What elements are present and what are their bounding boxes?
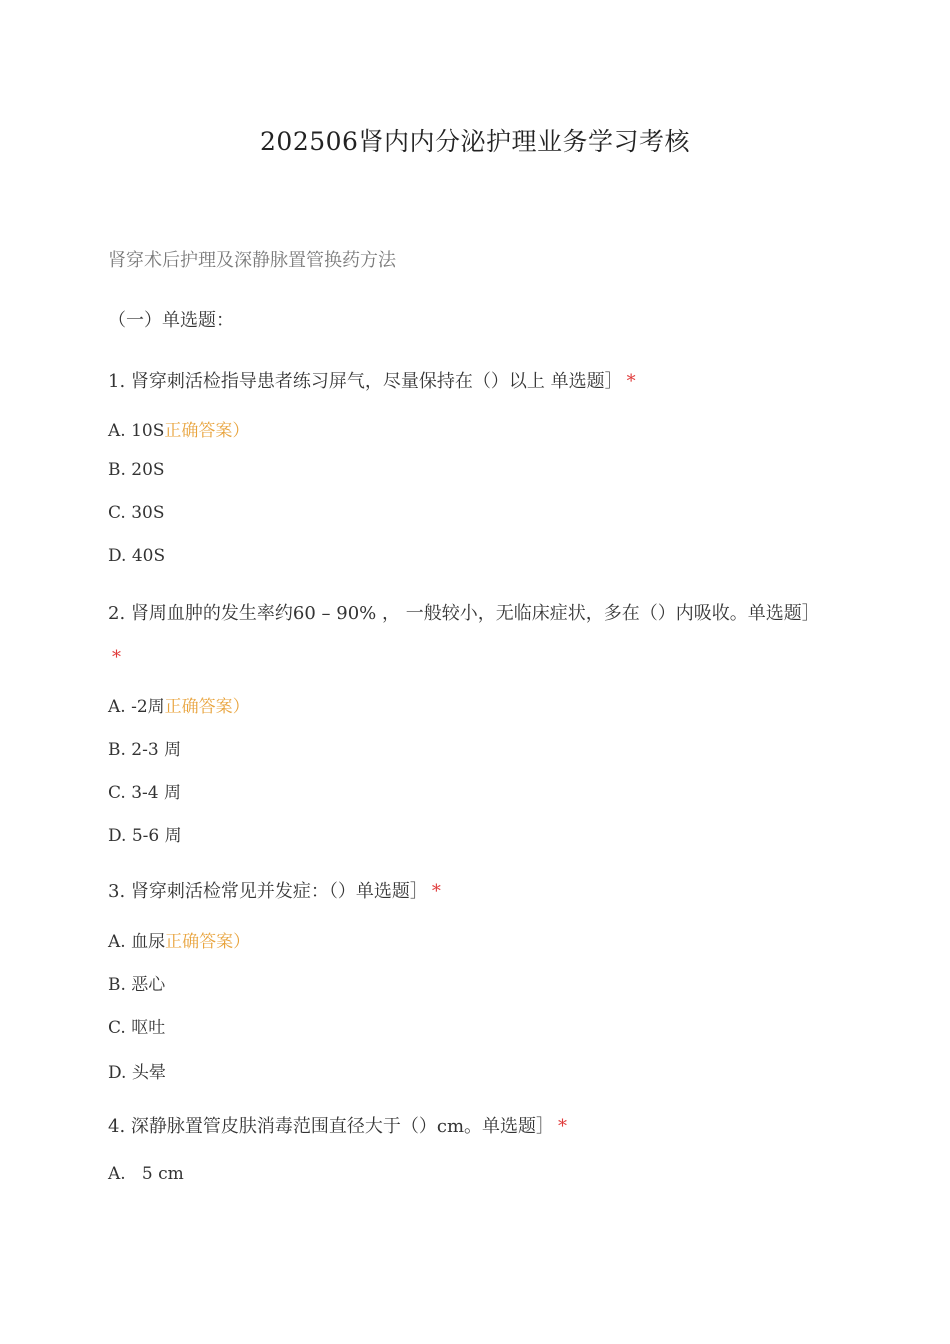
option-label: A. 血尿 [108,932,166,952]
option-label: A. -2周 [108,697,165,717]
question-1 [108,360,828,404]
option-3d[interactable] [108,1058,166,1083]
option-3b[interactable] [108,970,165,995]
question-text: 1. 肾穿刺活检指导患者练习屏气，尽量保持在（）以上 单选题］ [108,371,623,392]
option-1b[interactable] [108,460,165,480]
required-mark: * [558,1116,568,1137]
required-mark: * [626,371,636,392]
option-label: B. 恶心 [108,975,166,995]
option-2c[interactable] [108,778,181,803]
option-label: D. 头晕 [108,1063,166,1083]
question-2 [108,592,828,680]
section-heading: （一）单选题： [108,310,234,331]
option-3a[interactable] [108,927,250,952]
option-label: A. 10S [108,421,165,441]
correct-answer-tag: 正确答案） [165,932,251,952]
option-label: C. 呕吐 [108,1018,166,1038]
question-4 [108,1105,828,1149]
option-label: A. 5 cm [108,1164,184,1184]
required-mark: * [112,647,121,668]
question-text: 3. 肾穿刺活检常见并发症：（）单选题］ [108,881,428,902]
option-1a[interactable] [108,416,249,441]
option-4a[interactable] [108,1164,184,1184]
option-2b[interactable] [108,735,181,760]
option-label: B. 20S [108,460,165,480]
option-label: C. 30S [108,503,165,523]
option-2a[interactable] [108,692,250,717]
option-3c[interactable] [108,1013,165,1038]
option-1d[interactable] [108,546,165,566]
option-label: C. 3-4 周 [108,783,181,803]
option-label: B. 2-3 周 [108,740,182,760]
option-2d[interactable] [108,821,182,846]
question-text: 4. 深静脉置管皮肤消毒范围直径大于（）cm。单选题］ [108,1116,555,1137]
option-label: D. 40S [108,546,166,566]
page-subtitle: 肾穿术后护理及深静脉置管换药方法 [108,250,396,271]
page-title: 202506肾内内分泌护理业务学习考核 [260,127,690,156]
option-1c[interactable] [108,503,165,523]
question-text: 2. 肾周血肿的发生率约60 – 90% ， 一般较小，无临床症状，多在（）内吸收。单选题］ [108,603,820,624]
question-3 [108,870,828,914]
correct-answer-tag: 正确答案） [164,421,250,441]
correct-answer-tag: 正确答案） [164,697,250,717]
required-mark: * [431,881,441,902]
option-label: D. 5-6 周 [108,826,182,846]
